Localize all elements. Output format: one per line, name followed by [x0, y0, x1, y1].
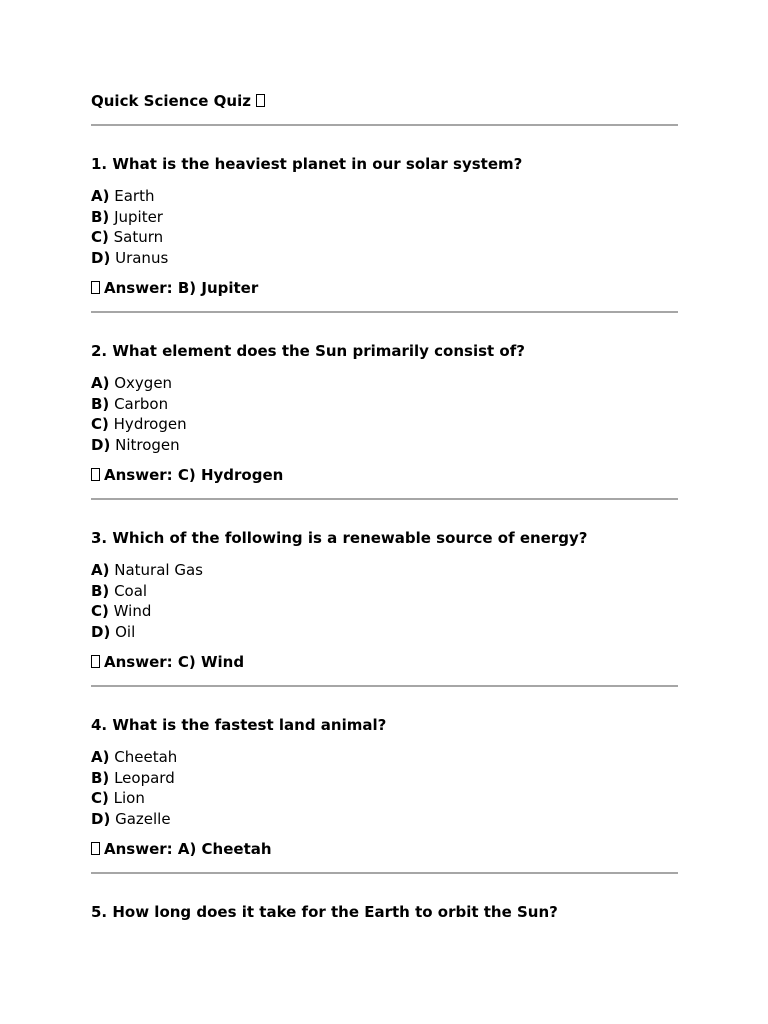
divider — [91, 124, 678, 126]
option-letter: B) — [91, 207, 110, 226]
question-3 — [91, 529, 678, 671]
option-text: Coal — [114, 581, 148, 600]
missing-glyph-icon — [91, 468, 100, 481]
question-2 — [91, 342, 678, 484]
missing-glyph-icon — [91, 281, 100, 294]
option-list — [91, 373, 678, 456]
question-text: 4. What is the fastest land animal? — [91, 716, 387, 734]
question-text: 2. What element does the Sun primarily consist of? — [91, 342, 525, 360]
option-list — [91, 186, 678, 269]
option-c — [91, 414, 678, 435]
option-a — [91, 560, 678, 581]
divider — [91, 872, 678, 874]
answer-text: Answer: C) Hydrogen — [104, 465, 284, 484]
option-text: Wind — [113, 602, 152, 621]
quiz-title-text: Quick Science Quiz — [91, 92, 251, 110]
option-c — [91, 601, 678, 622]
divider — [91, 311, 678, 313]
option-a — [91, 186, 678, 207]
answer-text: Answer: B) Jupiter — [104, 278, 259, 297]
option-letter: D) — [91, 249, 111, 268]
question-text: 1. What is the heaviest planet in our solar system? — [91, 155, 523, 173]
option-text: Saturn — [113, 228, 164, 247]
option-a — [91, 373, 678, 394]
option-letter: A) — [91, 374, 110, 392]
option-d — [91, 248, 678, 269]
option-b — [91, 207, 678, 228]
missing-glyph-icon — [256, 94, 265, 107]
option-letter: A) — [91, 187, 110, 205]
option-letter: A) — [91, 561, 110, 579]
answer-line — [91, 279, 678, 297]
option-text: Hydrogen — [113, 415, 187, 434]
option-text: Nitrogen — [115, 436, 180, 455]
option-letter: C) — [91, 228, 109, 247]
option-letter: D) — [91, 810, 111, 829]
option-text: Natural Gas — [114, 561, 203, 579]
missing-glyph-icon — [91, 655, 100, 668]
divider — [91, 685, 678, 687]
option-text: Leopard — [114, 768, 175, 787]
option-letter: C) — [91, 602, 109, 621]
option-text: Gazelle — [115, 810, 171, 829]
question-1 — [91, 155, 678, 297]
divider — [91, 498, 678, 500]
option-list — [91, 560, 678, 643]
question-5 — [91, 903, 678, 921]
option-letter: C) — [91, 789, 109, 808]
option-text: Earth — [114, 187, 155, 205]
option-a — [91, 747, 678, 768]
option-c — [91, 227, 678, 248]
option-b — [91, 768, 678, 789]
answer-line — [91, 840, 678, 858]
question-text: 3. Which of the following is a renewable source of energy? — [91, 529, 588, 547]
quiz-title — [91, 92, 265, 110]
option-text: Uranus — [115, 249, 169, 268]
option-letter: B) — [91, 394, 110, 413]
option-text: Oxygen — [114, 374, 173, 392]
option-letter: C) — [91, 415, 109, 434]
option-text: Oil — [115, 623, 136, 642]
option-letter: D) — [91, 623, 111, 642]
option-b — [91, 581, 678, 602]
option-text: Cheetah — [114, 748, 178, 766]
option-letter: D) — [91, 436, 111, 455]
option-c — [91, 788, 678, 809]
answer-text: Answer: A) Cheetah — [104, 839, 272, 858]
answer-line — [91, 466, 678, 484]
answer-text: Answer: C) Wind — [104, 652, 245, 671]
answer-line — [91, 653, 678, 671]
missing-glyph-icon — [91, 842, 100, 855]
option-b — [91, 394, 678, 415]
option-text: Carbon — [114, 394, 169, 413]
option-letter: A) — [91, 748, 110, 766]
option-letter: B) — [91, 581, 110, 600]
question-4 — [91, 716, 678, 858]
option-d — [91, 622, 678, 643]
option-d — [91, 809, 678, 830]
option-letter: B) — [91, 768, 110, 787]
option-list — [91, 747, 678, 830]
question-text: 5. How long does it take for the Earth to orbit the Sun? — [91, 903, 558, 921]
option-text: Jupiter — [114, 207, 163, 226]
option-d — [91, 435, 678, 456]
option-text: Lion — [113, 789, 145, 808]
